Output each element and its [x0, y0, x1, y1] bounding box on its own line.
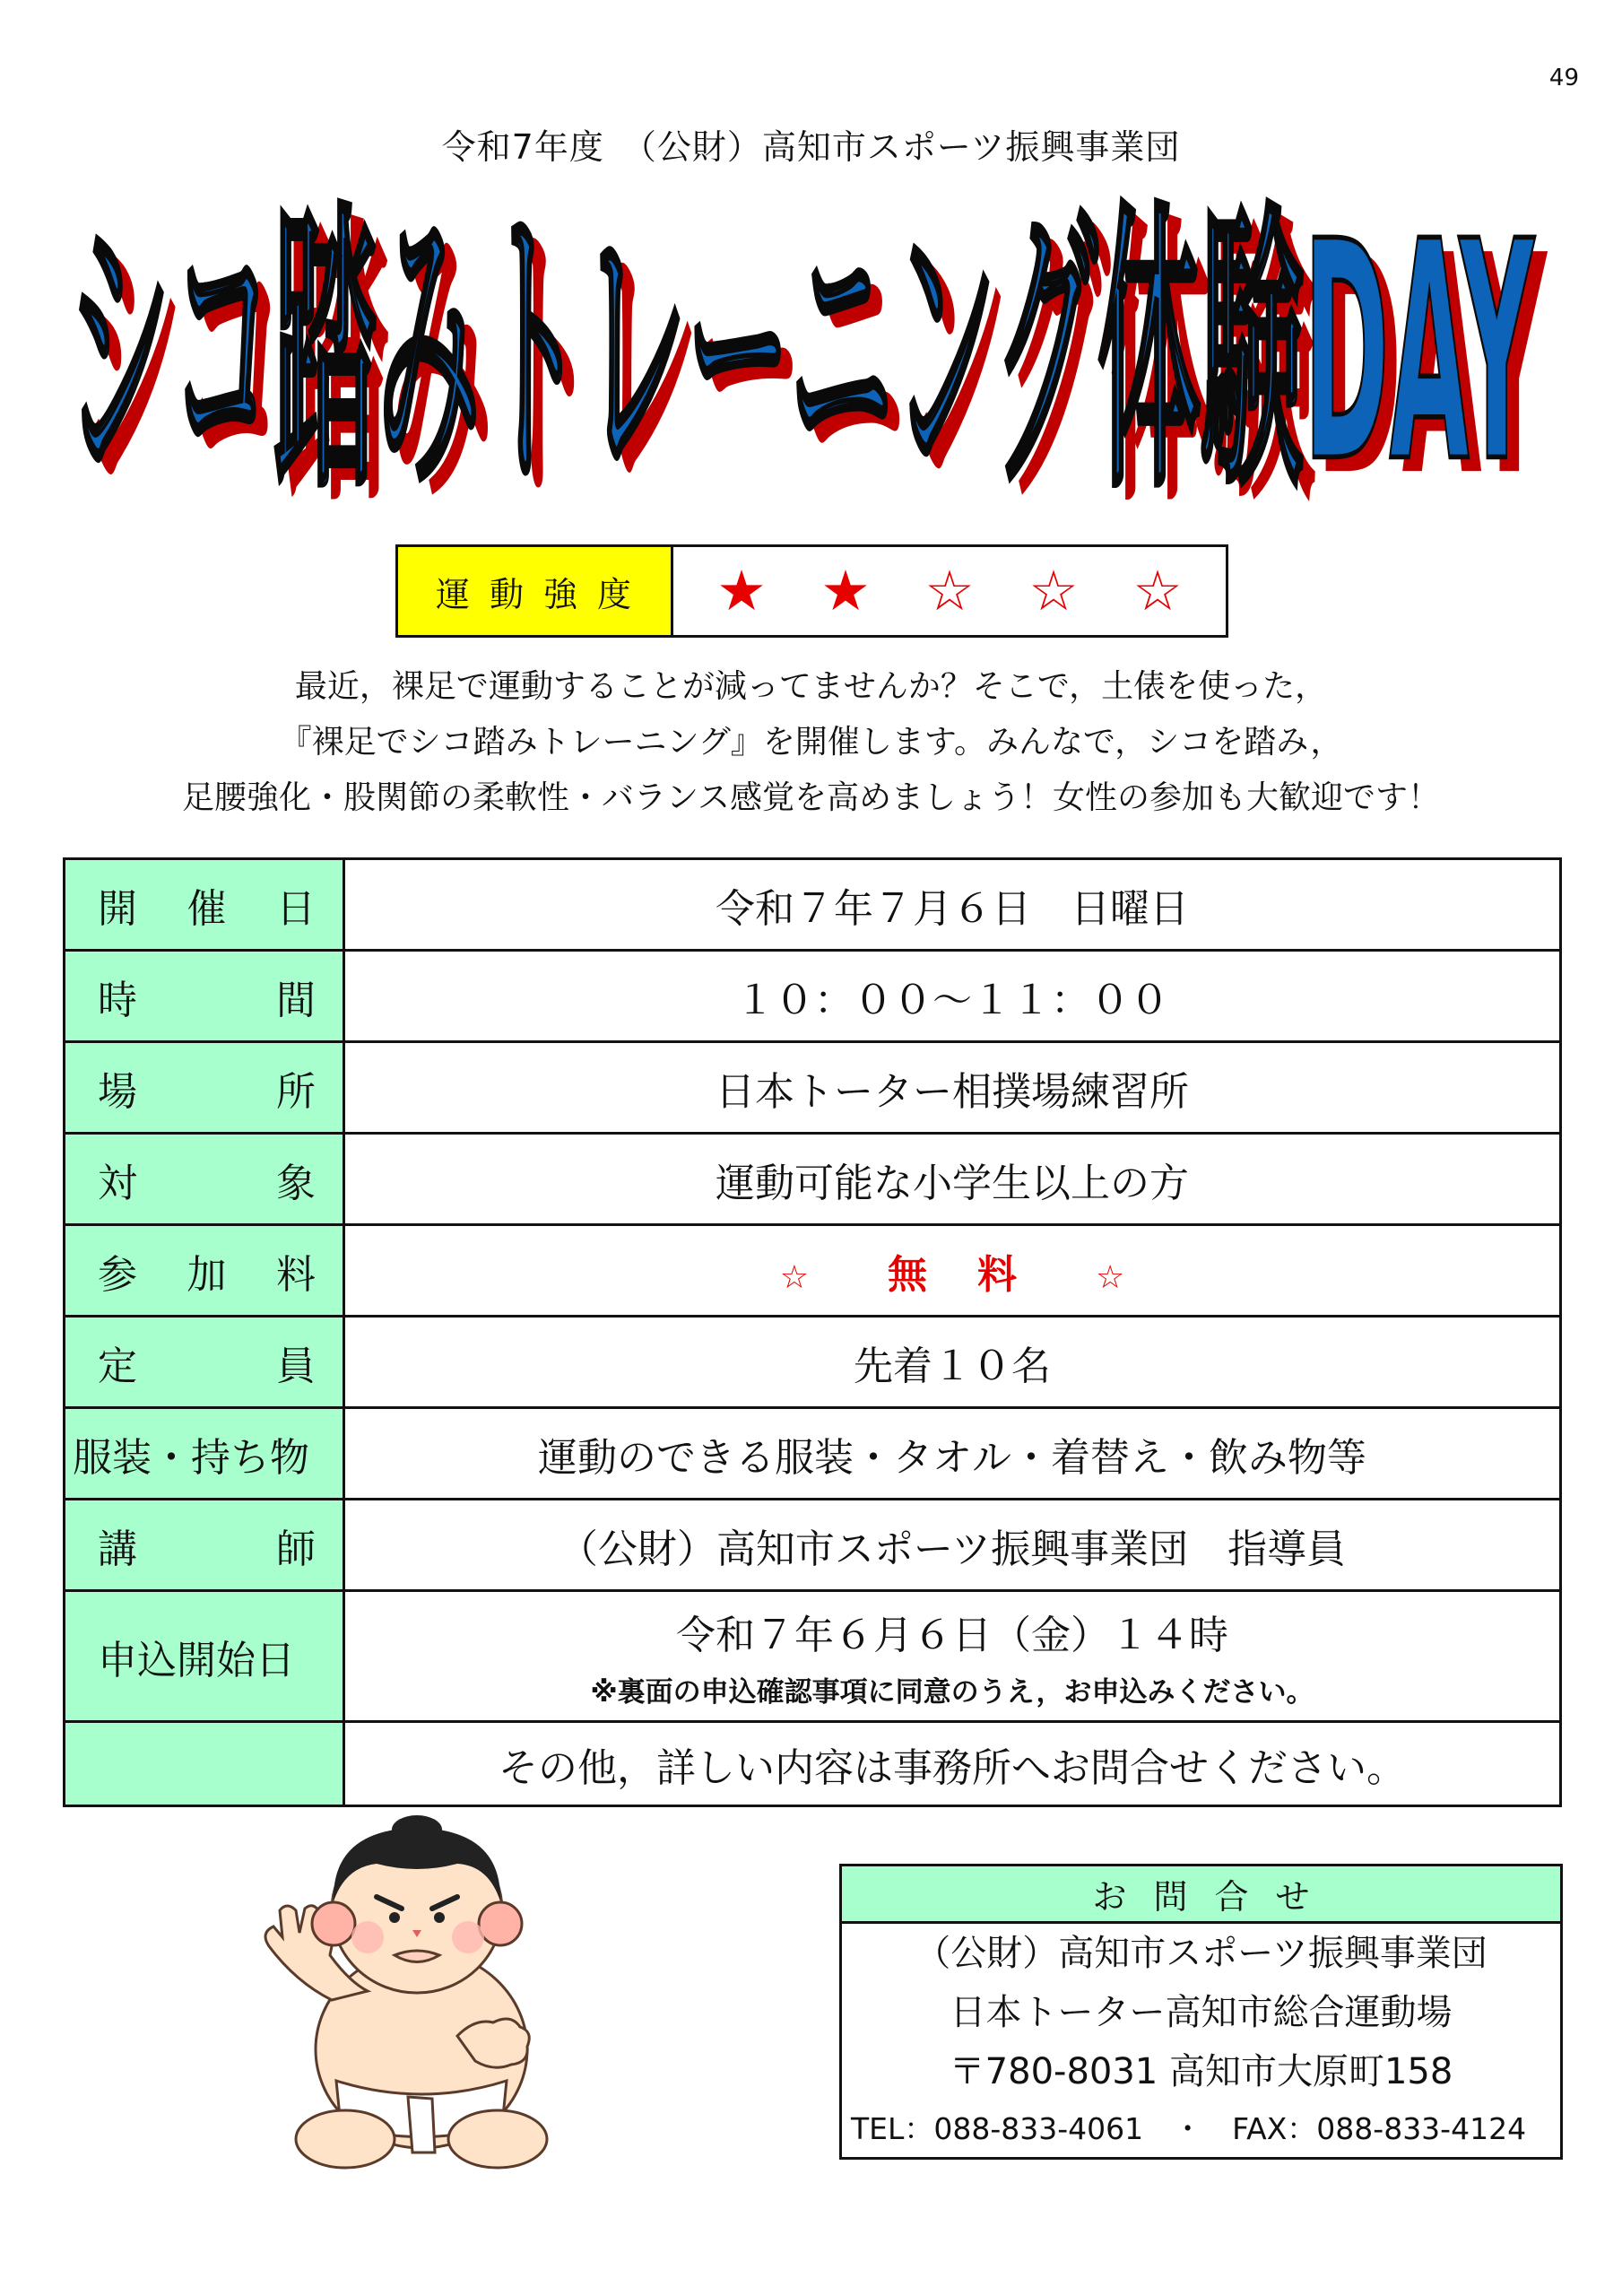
- row-label-target: 対 象: [65, 1134, 344, 1225]
- intro-line: 『裸足でシコ踏みトレーニング』を開催します。みんなで，シコを踏み，: [279, 724, 1343, 761]
- exercise-intensity: [395, 544, 1228, 638]
- organization-line: 令和7年度 （公財）高知市スポーツ振興事業団: [441, 127, 1181, 167]
- contact-venue: 日本トーター高知市総合運動場: [950, 1992, 1453, 2033]
- event-title-graphic: [67, 179, 1556, 529]
- table-row: [65, 1722, 1561, 1806]
- row-value-capacity: 先着１０名: [344, 1317, 1561, 1408]
- intro-line: 足腰強化・股関節の柔軟性・バランス感覚を高めましょう！女性の参加も大歓迎です！: [182, 779, 1440, 816]
- row-value-belongings: 運動のできる服装・タオル・着替え・飲み物等: [344, 1408, 1561, 1500]
- event-title: [67, 179, 1556, 529]
- application-date: 令和７年６月６日（金）１４時: [676, 1613, 1228, 1658]
- row-label-belongings: 服装・持ち物: [65, 1408, 344, 1500]
- row-value-time: １０：００～１１：００: [344, 951, 1561, 1042]
- table-row: [65, 1500, 1561, 1591]
- row-label-place: 場 所: [65, 1042, 344, 1134]
- table-row: [65, 1591, 1561, 1722]
- contact-tel-fax: TEL：088-833-4061 ・ FAX：088-833-4124: [851, 2111, 1527, 2146]
- table-row: [65, 1225, 1561, 1317]
- table-row: [65, 1134, 1561, 1225]
- page-number: 49: [1548, 65, 1579, 91]
- star-outline-icon: ☆: [1028, 558, 1079, 623]
- star-outline-icon: ☆: [779, 1258, 809, 1296]
- free-badge: ☆ 無 料 ☆: [779, 1251, 1125, 1298]
- intro-text: [0, 659, 1622, 826]
- intensity-label: 運動強度: [398, 547, 673, 635]
- star-outline-icon: ☆: [1096, 1258, 1125, 1296]
- row-value-fee: [344, 1225, 1561, 1317]
- event-title-shadow: シコ踏みトレーニング体験DAY: [80, 191, 1548, 529]
- row-label-date: 開 催 日: [65, 859, 344, 951]
- row-value-date: 令和７年７月６日 日曜日: [344, 859, 1561, 951]
- sumo-wrestler-icon: [233, 1812, 592, 2170]
- row-value-instructor: （公財）高知市スポーツ振興事業団 指導員: [344, 1500, 1561, 1591]
- star-outline-icon: ☆: [1132, 558, 1183, 623]
- row-label-other: [65, 1722, 344, 1806]
- row-value-target: 運動可能な小学生以上の方: [344, 1134, 1561, 1225]
- row-label-time: 時 間: [65, 951, 344, 1042]
- star-outline-icon: ☆: [924, 558, 975, 623]
- table-row: [65, 1408, 1561, 1500]
- contact-organization: （公財）高知市スポーツ振興事業団: [915, 1933, 1488, 1974]
- row-label-capacity: 定 員: [65, 1317, 344, 1408]
- row-label-application: 申込開始日: [65, 1591, 344, 1722]
- intro-line: 最近，裸足で運動することが減ってませんか？そこで，土俵を使った，: [294, 668, 1328, 705]
- event-info-table: [63, 857, 1562, 1807]
- contact-address: 〒780-8031 高知市大原町158: [949, 2051, 1453, 2092]
- contact-heading: お問合せ: [842, 1866, 1560, 1924]
- intensity-stars: [673, 547, 1226, 635]
- contact-box: [839, 1864, 1563, 2160]
- row-value-place: 日本トーター相撲場練習所: [344, 1042, 1561, 1134]
- star-icon: ★: [820, 558, 871, 623]
- row-value-other: その他，詳しい内容は事務所へお問合せください。: [344, 1722, 1561, 1806]
- star-icon: ★: [716, 558, 767, 623]
- row-label-fee: 参 加 料: [65, 1225, 344, 1317]
- event-title-text: シコ踏みトレーニング体験DAY: [67, 179, 1536, 529]
- application-note: ※裏面の申込確認事項に同意のうえ，お申込みください。: [590, 1676, 1314, 1709]
- table-row: [65, 951, 1561, 1042]
- row-value-application: [344, 1591, 1561, 1722]
- row-label-instructor: 講 師: [65, 1500, 344, 1591]
- table-row: [65, 1317, 1561, 1408]
- table-row: [65, 1042, 1561, 1134]
- table-row: [65, 859, 1561, 951]
